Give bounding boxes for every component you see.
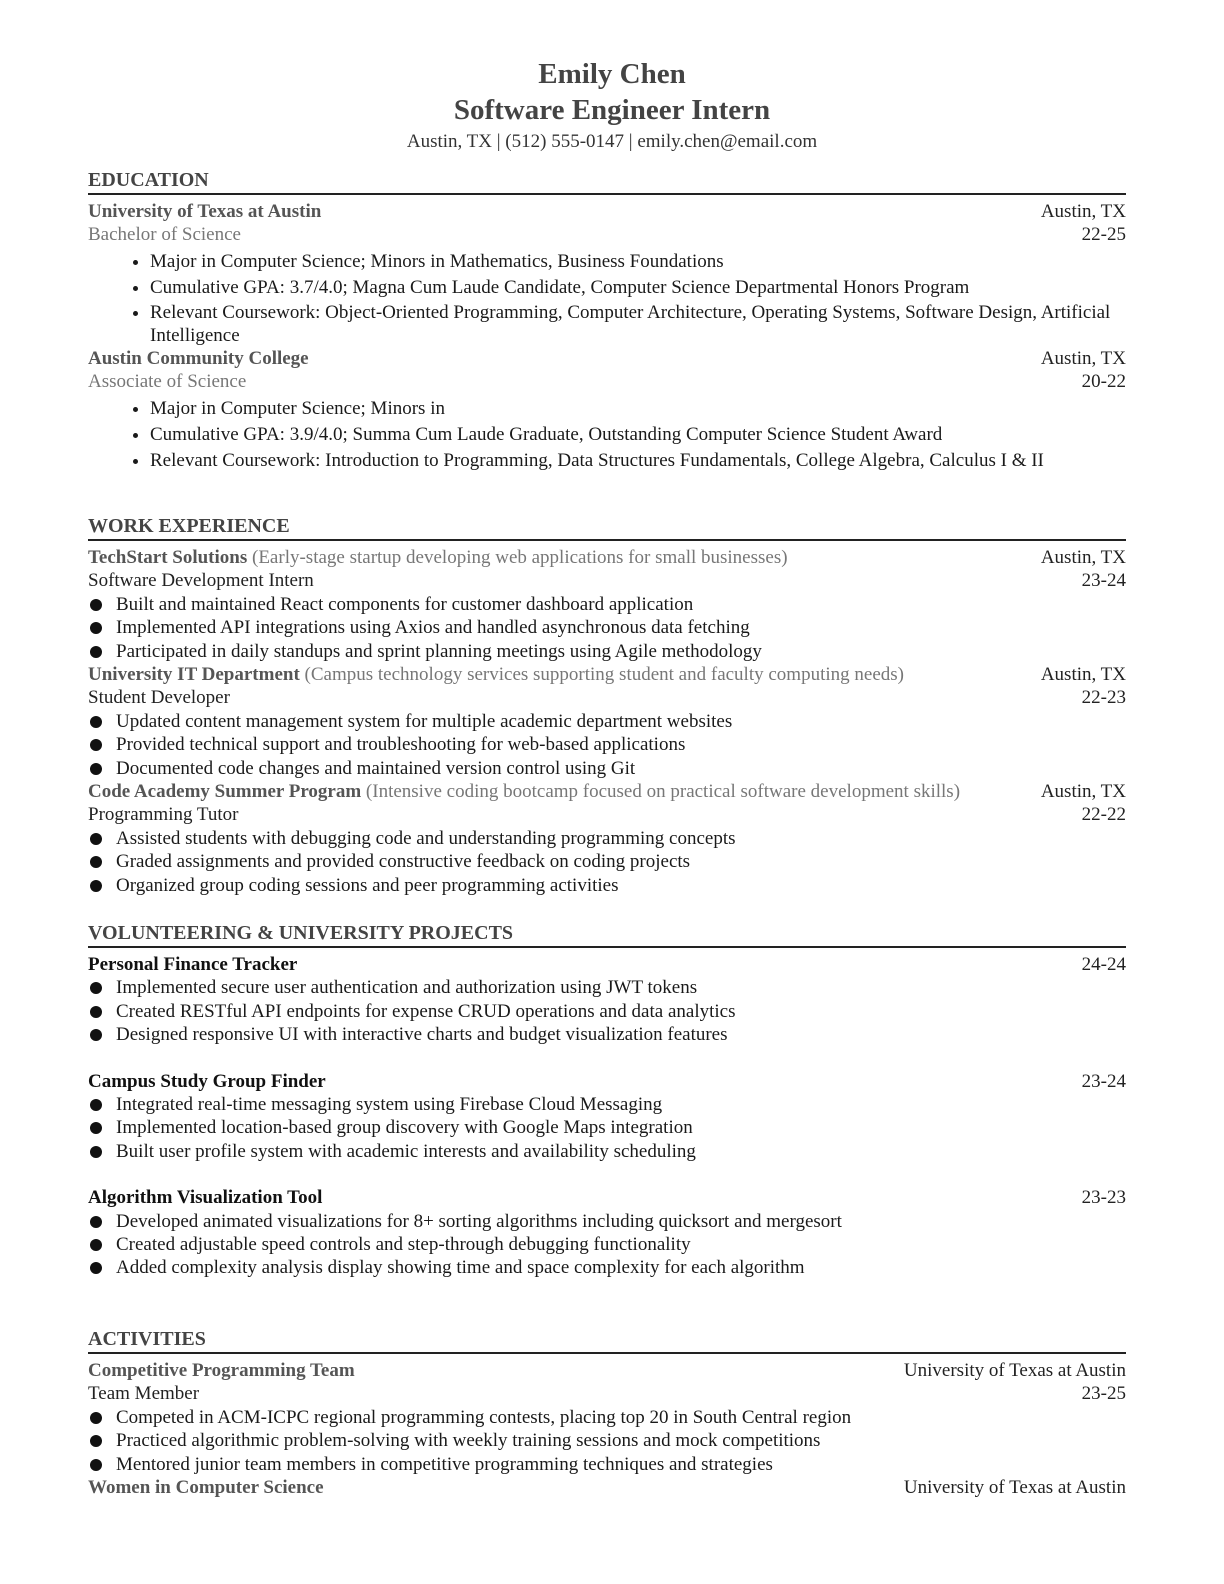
section-heading: VOLUNTEERING & UNIVERSITY PROJECTS xyxy=(88,920,1126,948)
degree: Bachelor of Science xyxy=(88,224,241,246)
job-location: Austin, TX xyxy=(1040,547,1126,568)
project-bullets xyxy=(88,976,1126,1046)
activity-org: University of Texas at Austin xyxy=(903,1360,1126,1381)
list-item: • Cumulative GPA: 3.7/4.0; Magna Cum Laude Candidate, Computer Science Departmental Honors Program xyxy=(150,275,1126,301)
project-bullets xyxy=(88,1210,1126,1280)
school-location: Austin, TX xyxy=(1040,201,1126,222)
job-location: Austin, TX xyxy=(1040,781,1126,803)
job-bullets xyxy=(88,710,1126,780)
list-item: Organized group coding sessions and peer programming activities xyxy=(88,874,1126,897)
list-item: Designed responsive UI with interactive charts and budget visualization features xyxy=(88,1023,1126,1046)
project-name: Personal Finance Tracker xyxy=(88,954,298,975)
list-item: Practiced algorithmic problem-solving with weekly training sessions and mock competitions xyxy=(88,1429,1126,1452)
list-item: Mentored junior team members in competitive programming techniques and strategies xyxy=(88,1453,1126,1476)
list-item: • Cumulative GPA: 3.9/4.0; Summa Cum Laude Graduate, Outstanding Computer Science Student Award xyxy=(150,422,1126,448)
edu-bullets xyxy=(88,396,1126,474)
list-item: Implemented API integrations using Axios and handled asynchronous data fetching xyxy=(88,616,1126,639)
list-item: • Major in Computer Science; Minors in Mathematics, Business Foundations xyxy=(150,249,1126,275)
candidate-title: Software Engineer Intern xyxy=(453,94,771,126)
job-row xyxy=(88,569,1126,592)
activities-section xyxy=(88,1326,1126,1499)
list-item: Assisted students with debugging code and understanding programming concepts xyxy=(88,827,1126,850)
job-role: Programming Tutor xyxy=(88,804,239,826)
spacer xyxy=(88,1047,1126,1070)
list-item: Built and maintained React components for customer dashboard application xyxy=(88,593,1126,616)
job-role: Student Developer xyxy=(88,687,230,709)
edu-bullets xyxy=(88,249,1126,347)
job-bullets xyxy=(88,827,1126,897)
work-section xyxy=(88,513,1126,897)
education-section xyxy=(88,167,1126,474)
activity-name: Women in Computer Science xyxy=(88,1477,324,1499)
resume-header xyxy=(0,56,1224,155)
dates: 23-24 xyxy=(1081,570,1126,592)
activity-row xyxy=(88,1476,1126,1499)
list-item: • Relevant Coursework: Introduction to Programming, Data Structures Fundamentals, College Algebra, Calculus I & II xyxy=(150,448,1126,474)
project-bullets xyxy=(88,1093,1126,1163)
list-item: Documented code changes and maintained version control using Git xyxy=(88,757,1126,780)
job-row xyxy=(88,663,1126,686)
activity-org: University of Texas at Austin xyxy=(903,1477,1126,1499)
edu-row xyxy=(88,347,1126,370)
list-item: Graded assignments and provided constructive feedback on coding projects xyxy=(88,850,1126,873)
dates: 24-24 xyxy=(1081,954,1126,975)
project-name: Algorithm Visualization Tool xyxy=(88,1187,323,1209)
activity-role: Team Member xyxy=(88,1383,200,1405)
activity-name: Competitive Programming Team xyxy=(88,1360,355,1381)
company-name: University IT Department xyxy=(88,664,300,686)
list-item: Implemented secure user authentication and authorization using JWT tokens xyxy=(88,976,1126,999)
spacer xyxy=(88,1163,1126,1186)
dates: 22-25 xyxy=(1081,224,1126,246)
list-item: Added complexity analysis display showing time and space complexity for each algorithm xyxy=(88,1256,1126,1279)
section-heading: ACTIVITIES xyxy=(88,1326,1126,1354)
dates: 20-22 xyxy=(1081,371,1126,393)
section-heading: WORK EXPERIENCE xyxy=(88,513,1126,541)
candidate-name: Emily Chen xyxy=(538,58,686,90)
edu-row xyxy=(88,370,1126,393)
edu-row xyxy=(88,223,1126,246)
section-heading: EDUCATION xyxy=(88,167,1126,195)
degree: Associate of Science xyxy=(88,371,247,393)
list-item: Developed animated visualizations for 8+ sorting algorithms including quicksort and mergesort xyxy=(88,1210,1126,1233)
dates: 23-25 xyxy=(1081,1383,1126,1405)
job-role: Software Development Intern xyxy=(88,570,314,592)
job-row xyxy=(88,803,1126,826)
school-name: Austin Community College xyxy=(88,347,309,369)
list-item: Participated in daily standups and sprint planning meetings using Agile methodology xyxy=(88,640,1126,663)
job-row xyxy=(88,546,1126,569)
list-item: Competed in ACM-ICPC regional programming contests, placing top 20 in South Central region xyxy=(88,1406,1126,1429)
company-name: Code Academy Summer Program xyxy=(88,781,362,803)
edu-row xyxy=(88,200,1126,223)
contact-line: Austin, TX | (512) 555-0147 | emily.chen@email.com xyxy=(406,131,818,152)
company-description: (Early-stage startup developing web applications for small businesses) xyxy=(252,547,788,568)
list-item: Updated content management system for multiple academic department websites xyxy=(88,710,1126,733)
school-name: University of Texas at Austin xyxy=(88,201,322,222)
list-item: • Major in Computer Science; Minors in xyxy=(150,396,1126,422)
dates: 23-23 xyxy=(1081,1187,1126,1209)
list-item: Provided technical support and troubleshooting for web-based applications xyxy=(88,733,1126,756)
job-row xyxy=(88,686,1126,709)
job-bullets xyxy=(88,593,1126,663)
list-item: Created adjustable speed controls and step-through debugging functionality xyxy=(88,1233,1126,1256)
list-item: Built user profile system with academic interests and availability scheduling xyxy=(88,1140,1126,1163)
company-name: TechStart Solutions xyxy=(88,547,248,568)
activity-row xyxy=(88,1382,1126,1405)
school-location: Austin, TX xyxy=(1040,347,1126,369)
job-location: Austin, TX xyxy=(1040,664,1126,686)
company-description: (Intensive coding bootcamp focused on practical software development skills) xyxy=(365,781,961,803)
project-row xyxy=(88,1186,1126,1209)
dates: 22-22 xyxy=(1081,804,1126,826)
projects-section xyxy=(88,920,1126,1280)
job-row xyxy=(88,780,1126,803)
company-description: (Campus technology services supporting student and faculty computing needs) xyxy=(304,664,904,686)
list-item: Created RESTful API endpoints for expense CRUD operations and data analytics xyxy=(88,1000,1126,1023)
project-name: Campus Study Group Finder xyxy=(88,1070,326,1092)
project-row xyxy=(88,953,1126,976)
list-item: Implemented location-based group discovery with Google Maps integration xyxy=(88,1116,1126,1139)
activity-row xyxy=(88,1359,1126,1382)
dates: 23-24 xyxy=(1081,1070,1126,1092)
list-item: • Relevant Coursework: Object-Oriented Programming, Computer Architecture, Operating Systems, Software Design, Artificial Intelligence xyxy=(150,301,1126,347)
activity-bullets xyxy=(88,1406,1126,1476)
project-row xyxy=(88,1070,1126,1093)
dates: 22-23 xyxy=(1081,687,1126,709)
list-item: Integrated real-time messaging system using Firebase Cloud Messaging xyxy=(88,1093,1126,1116)
